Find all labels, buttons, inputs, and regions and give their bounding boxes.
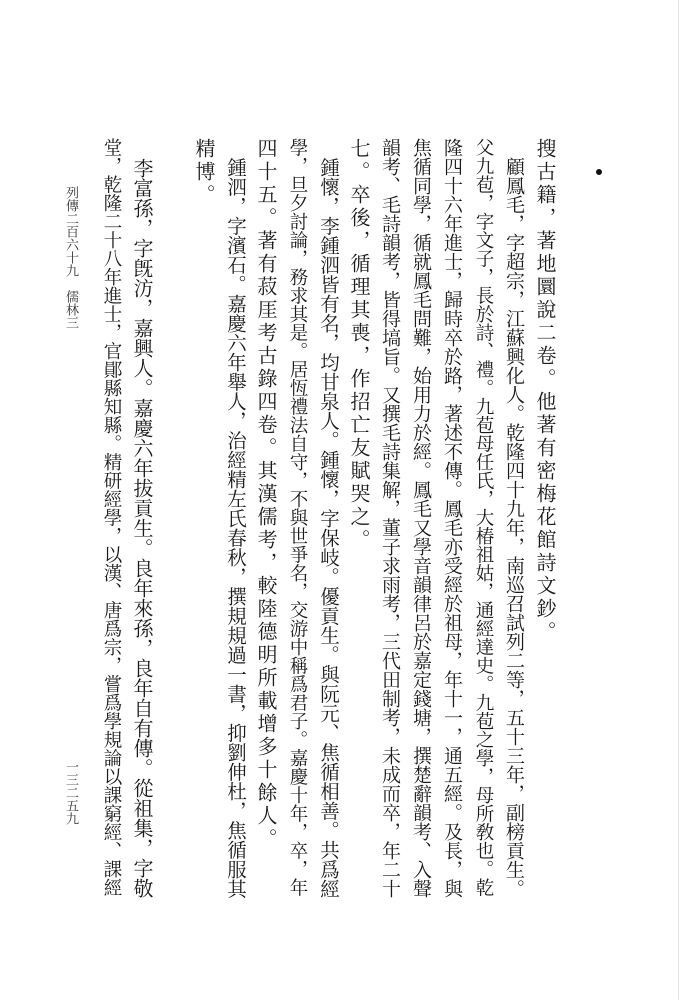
page-edge: [678, 0, 679, 1000]
text-column-4: 隆四十六年進士，歸時卒於路，著述不傳。鳳毛亦受經於祖母，年十一，通五經。及長，與: [441, 138, 463, 898]
text-column-2: 顧鳳毛，字超宗，江蘇興化人。乾隆四十九年，南巡召試列二等，五十三年，副榜貢生。: [503, 138, 525, 898]
text-column-6: 韻考、毛詩韻考，皆得塙旨。又撰毛詩集解，董子求雨考，三代田制考，未成而卒，年二十: [379, 138, 401, 898]
text-column-11: 鍾泗，字濱石。嘉慶六年舉人，治經精左氏春秋，撰規規過一書，抑劉伸杜，焦循服其: [224, 138, 247, 899]
text-column-10: 四十五。著有菽厓考古錄四卷。其漢儒考，較陸德明所載增多十餘人。: [254, 138, 278, 851]
text-column-1: 搜古籍，著地圜說二卷。他著有密梅花館詩文鈔。: [533, 138, 557, 644]
text-column-8: 鍾懷，李鍾泗皆有名，均甘泉人。鍾懷，字保岐。優貢生。與阮元、焦循相善。共爲經: [317, 138, 340, 899]
text-column-13: 李富孫，字旣汸，嘉興人。嘉慶六年拔貢生。良年來孫，良年自有傳。從祖集，字敬: [130, 138, 154, 898]
text-column-7: 七。卒後，循理其喪，作招亡友賦哭之。: [347, 138, 371, 552]
text-column-12: 精博。: [192, 138, 216, 207]
text-column-14: 堂，乾隆二十八年進士，官鄖縣知縣。精研經學，以漢、唐爲宗，嘗爲學規論以課窮經、課經: [101, 138, 122, 897]
text-column-9: 學，旦夕討論，務求其是。居恆禮法自守，不與世爭名，交游中稱爲君子。嘉慶十年，卒，年: [287, 138, 308, 897]
page-number: 一三二五九: [63, 760, 78, 825]
chapter-title: 列傳二百六十九 儒林三: [63, 186, 78, 329]
text-column-3: 父九苞，字文子，長於詩、禮。九苞母任氏，大椿祖姑，通經達史。九苞之學，母所敎也。乾: [473, 138, 494, 897]
text-column-5: 焦循同學，循就鳳毛問難，始用力於經。鳳毛又學音韻律呂於嘉定錢塘，撰楚辭韻考、入聲: [410, 138, 432, 898]
ink-dot: [596, 169, 602, 175]
